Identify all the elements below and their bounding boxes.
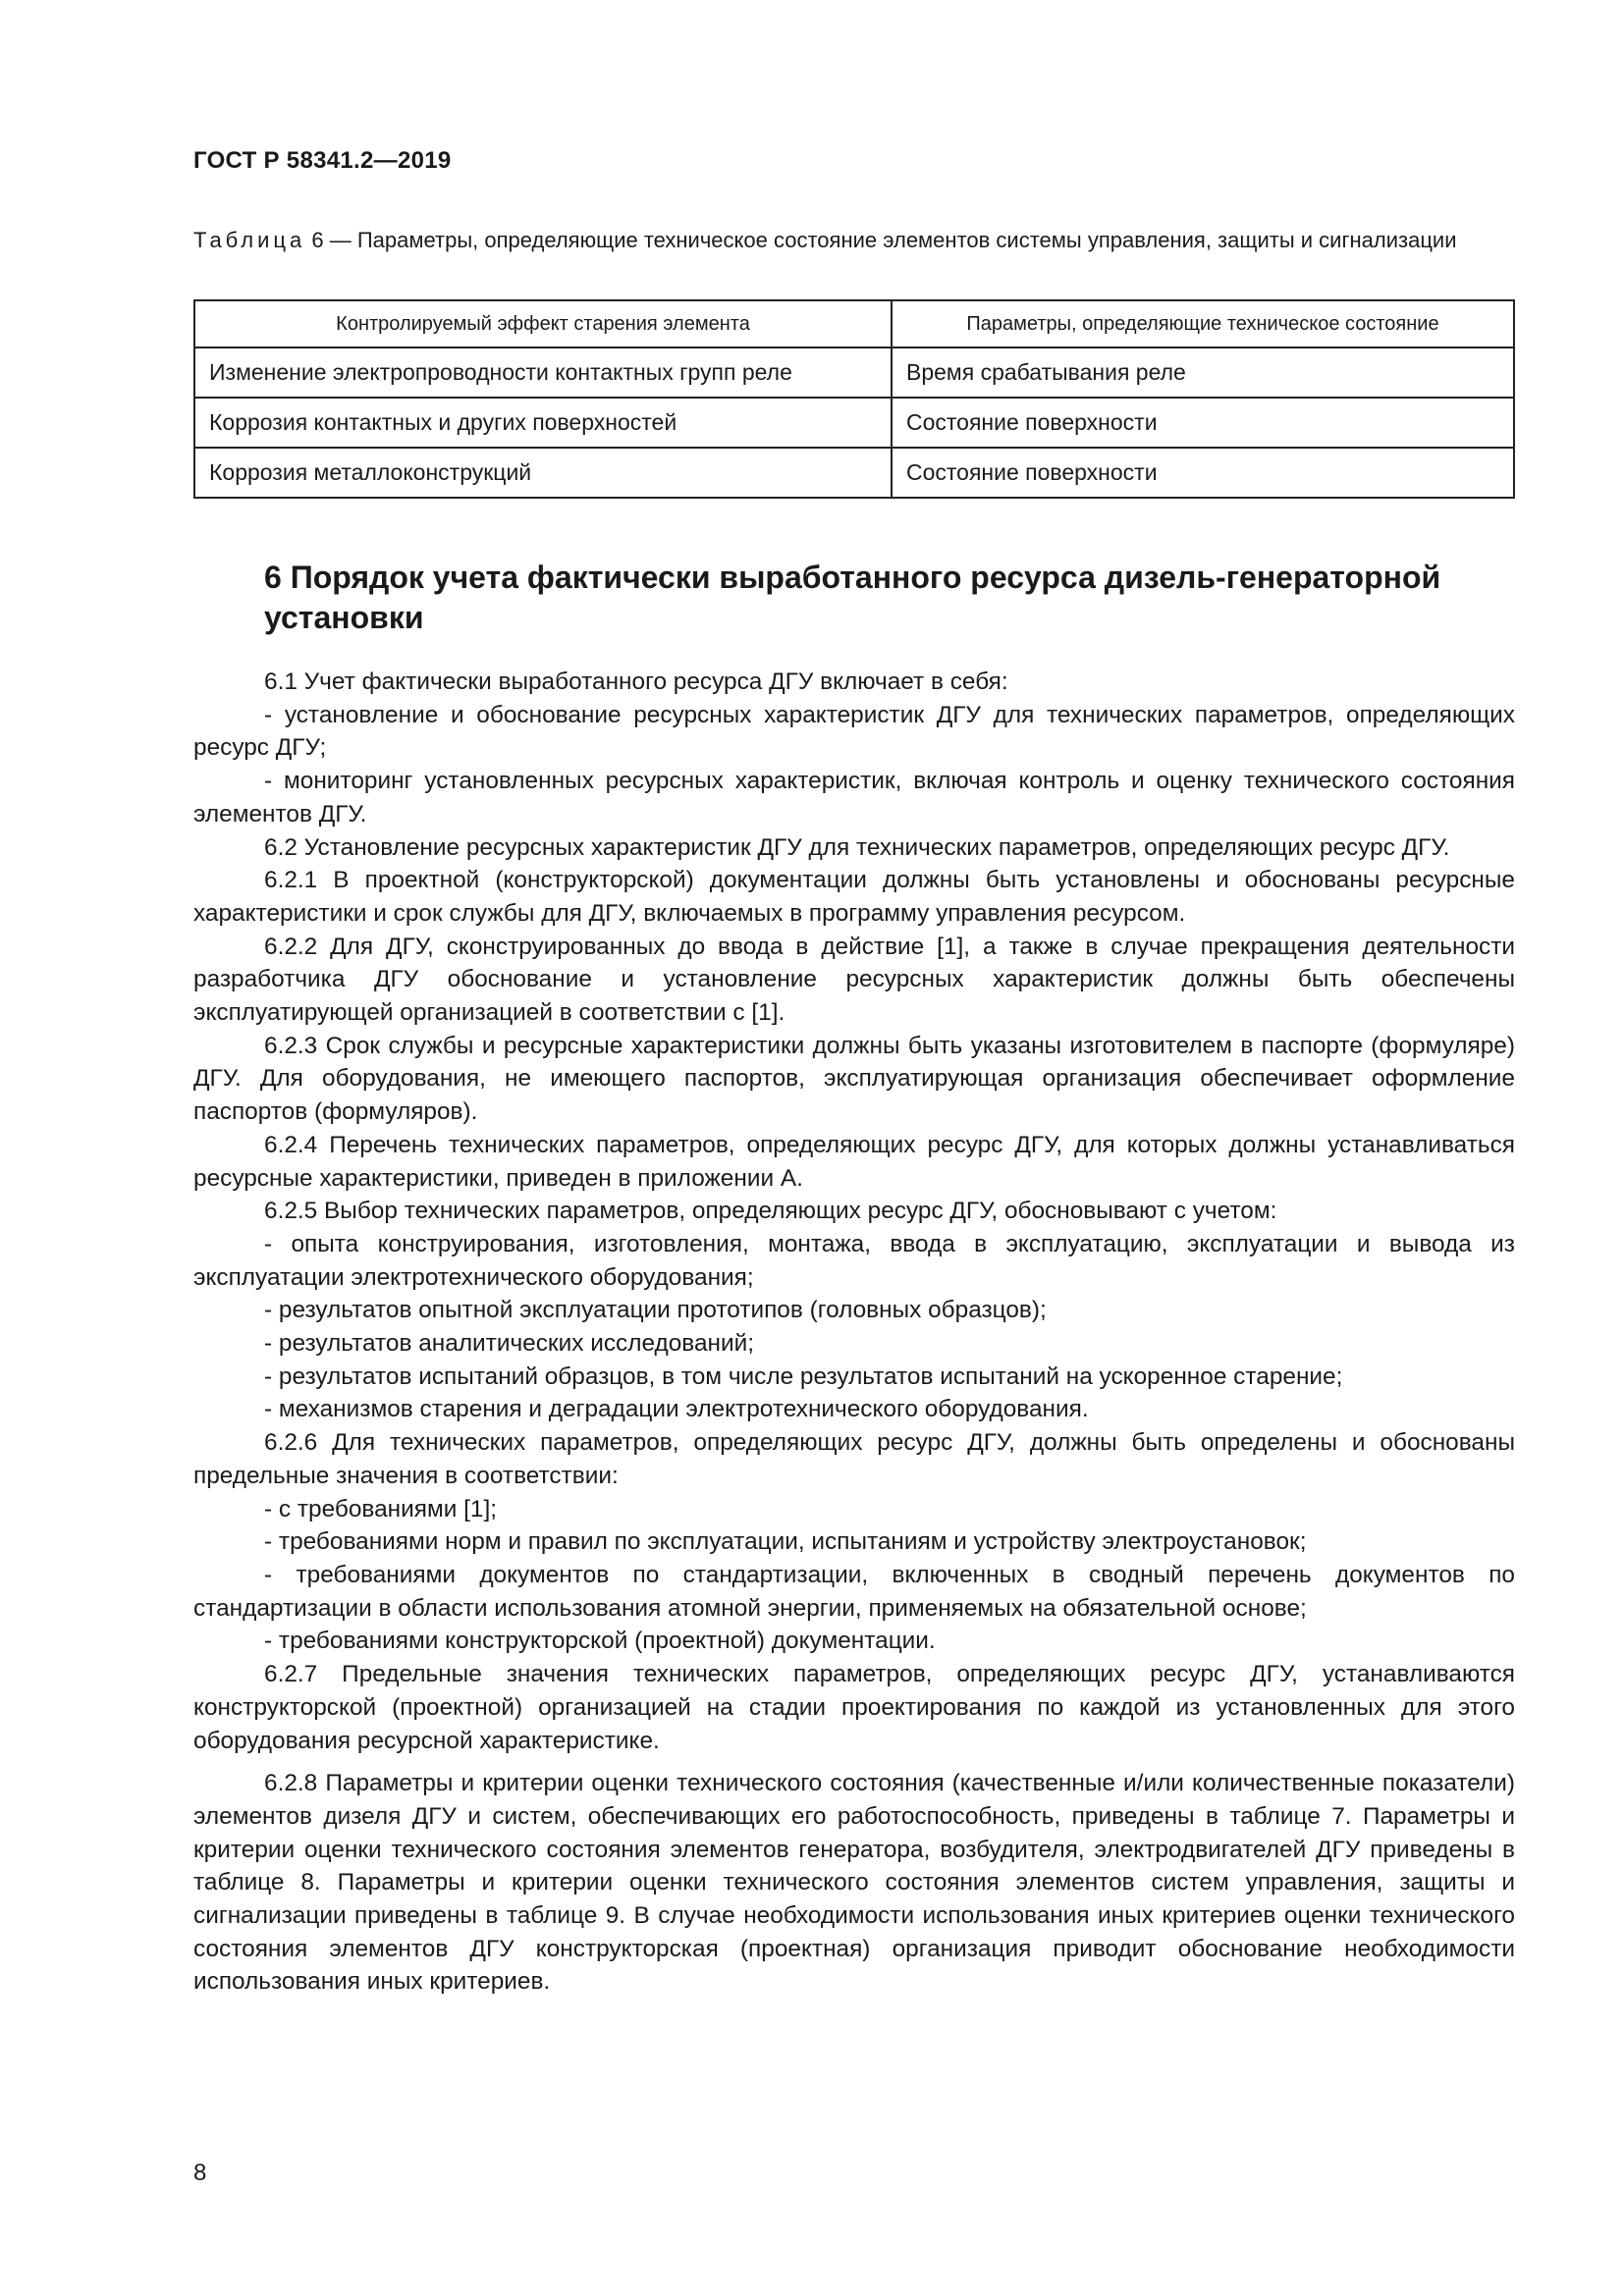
list-item: - опыта конструирования, изготовления, монтажа, ввода в эксплуатацию, эксплуатации и вывода из эксплуатации электротехнического оборудования; (193, 1230, 1515, 1291)
paragraph: 6.2.6 Для технических параметров, определяющих ресурс ДГУ, должны быть определены и обоснованы предельные значения в соответствии: (193, 1429, 1515, 1489)
table-cell: Состояние поверхности (892, 448, 1514, 498)
paragraph: 6.2.7 Предельные значения технических параметров, определяющих ресурс ДГУ, устанавливаются конструкторской (проектной) организацией на стадии проектирования по каждой из установленных для этого оборудования ресурсной характеристике. (193, 1661, 1515, 1754)
list-item: - требованиями конструкторской (проектной) документации. (264, 1628, 936, 1655)
table-caption-text: — Параметры, определяющие техническое состояние элементов системы управления, защиты и сигнализации (323, 228, 1457, 252)
paragraph: 6.1 Учет фактически выработанного ресурса ДГУ включает в себя: (264, 668, 1008, 695)
table-row (194, 398, 1514, 448)
list-item: - с требованиями [1]; (264, 1495, 498, 1522)
paragraph: 6.2.5 Выбор технических параметров, определяющих ресурс ДГУ, обосновывают с учетом: (264, 1198, 1277, 1225)
table-caption (193, 226, 1515, 254)
section-title: 6 Порядок учета фактически выработанного ресурса дизель-генераторной установки (264, 560, 1441, 635)
paragraph: 6.2.3 Срок службы и ресурсные характеристики должны быть указаны изготовителем в паспорте (формуляре) ДГУ. Для оборудования, не имеющего паспортов, эксплуатирующая организация обеспечивает оформление паспортов (формуляров). (193, 1032, 1515, 1126)
page-number: 8 (193, 2160, 207, 2186)
table-header-row (194, 300, 1514, 347)
body-text (193, 666, 1515, 1999)
list-item: - требованиями документов по стандартизации, включенных в сводный перечень документов по стандартизации в области использования атомной энергии, применяемых на обязательной основе; (193, 1561, 1515, 1622)
list-item: - результатов аналитических исследований; (264, 1330, 755, 1358)
table-cell: Коррозия металлоконструкций (194, 448, 892, 498)
paragraph: 6.2.1 В проектной (конструкторской) документации должны быть установлены и обоснованы ресурсные характеристики и срок службы для ДГУ, включаемых в программу управления ресурсом. (193, 867, 1515, 927)
table-row (194, 448, 1514, 498)
table-row (194, 347, 1514, 398)
table-cell: Состояние поверхности (892, 398, 1514, 448)
paragraph: 6.2.4 Перечень технических параметров, определяющих ресурс ДГУ, для которых должны устанавливаться ресурсные характеристики, приведен в приложении А. (193, 1131, 1515, 1192)
paragraph: 6.2.8 Параметры и критерии оценки технического состояния (качественные и/или количественные показатели) элементов дизеля ДГУ и систем, обеспечивающих его работоспособность, приведены в таблице 7. Параметры и критерии оценки технического состояния элементов генератора, возбудителя, электродвигателей ДГУ приведены в таблице 8. Параметры и критерии оценки технического состояния элементов систем управления, защиты и сигнализации приведены в таблице 9. В случае необходимости использования иных критериев оценки технического состояния элементов ДГУ конструкторская (проектная) организация приводит обоснование необходимости использования иных критериев. (193, 1770, 1515, 1996)
list-item: - мониторинг установленных ресурсных характеристик, включая контроль и оценку технического состояния элементов ДГУ. (193, 768, 1515, 828)
paragraph: 6.2 Установление ресурсных характеристик ДГУ для технических параметров, определяющих ресурс ДГУ. (264, 833, 1450, 861)
list-item: - результатов испытаний образцов, в том числе результатов испытаний на ускоренное старение; (264, 1362, 1343, 1390)
list-item: - установление и обоснование ресурсных характеристик ДГУ для технических параметров, определяющих ресурс ДГУ; (193, 701, 1515, 762)
list-item: - требованиями норм и правил по эксплуатации, испытаниям и устройству электроустановок; (264, 1528, 1307, 1556)
table-cell: Изменение электропроводности контактных групп реле (194, 347, 892, 398)
table-header-cell: Параметры, определяющие техническое состояние (892, 300, 1514, 347)
table-caption-number: 6 (311, 228, 324, 252)
table-cell: Коррозия контактных и других поверхностей (194, 398, 892, 448)
table-header-cell: Контролируемый эффект старения элемента (194, 300, 892, 347)
parameters-table (193, 299, 1515, 499)
table-cell: Время срабатывания реле (892, 347, 1514, 398)
document-header: ГОСТ Р 58341.2—2019 (193, 147, 452, 174)
table-caption-label: Таблица (193, 228, 306, 252)
list-item: - результатов опытной эксплуатации прототипов (головных образцов); (264, 1297, 1047, 1324)
list-item: - механизмов старения и деградации электротехнического оборудования. (264, 1396, 1089, 1423)
paragraph: 6.2.2 Для ДГУ, сконструированных до ввода в действие [1], а также в случае прекращения деятельности разработчика ДГУ обоснование и установление ресурсных характеристик должны быть обеспечены эксплуатирующей организацией в соответствии с [1]. (193, 933, 1515, 1027)
